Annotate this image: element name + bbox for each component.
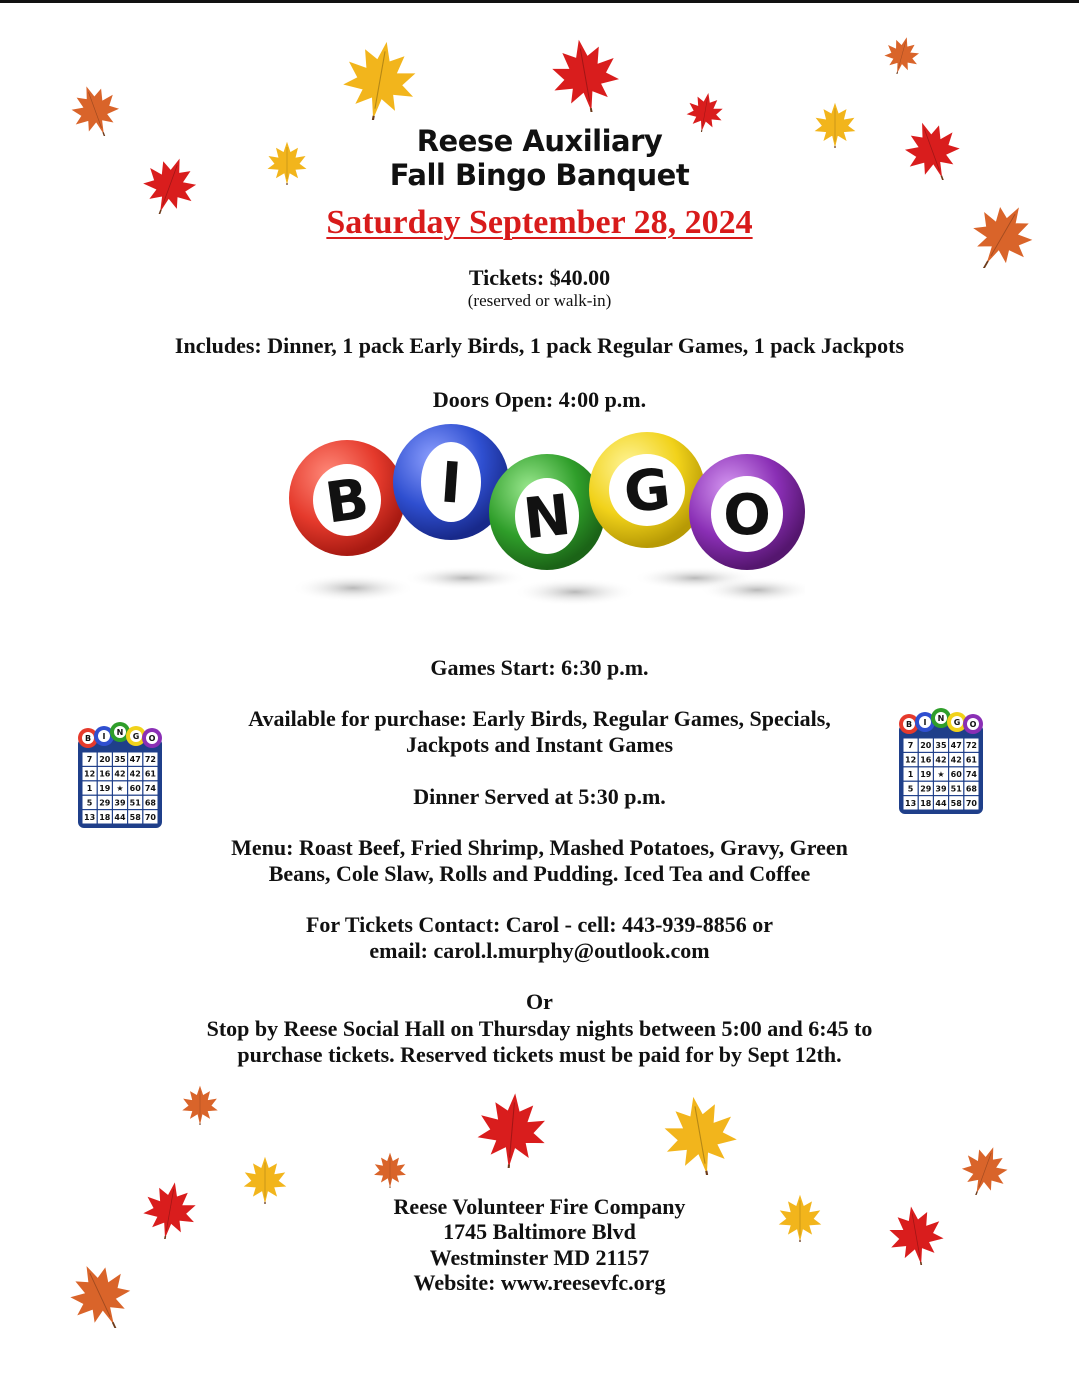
card-cell-number: ★ bbox=[116, 784, 124, 793]
card-cell-number: 58 bbox=[950, 798, 962, 808]
card-cell-number: 51 bbox=[129, 798, 141, 808]
card-cell-number: 5 bbox=[86, 798, 93, 808]
card-cell-number: 74 bbox=[965, 770, 977, 779]
card-cell-number: 18 bbox=[920, 798, 932, 808]
doors-open: Doors Open: 4:00 p.m. bbox=[432, 387, 647, 412]
card-cell-number: 18 bbox=[99, 812, 111, 822]
bingo-card-left bbox=[72, 712, 168, 832]
maple-leaf-icon bbox=[372, 1152, 408, 1188]
card-cell-number: 44 bbox=[935, 798, 947, 808]
bingo-card-right bbox=[893, 698, 989, 818]
card-cell-number: 35 bbox=[935, 741, 947, 751]
ticket-price: Tickets: $40.00 bbox=[468, 265, 611, 290]
card-cell-number: 70 bbox=[144, 812, 156, 822]
address-line-1: 1745 Baltimore Blvd bbox=[443, 1219, 636, 1244]
available-line-1: Available for purchase: Early Birds, Regular Games, Specials, bbox=[248, 706, 831, 731]
card-cell-number: 12 bbox=[84, 769, 96, 779]
stopby-line-2: purchase tickets. Reserved tickets must be paid for by Sept 12th. bbox=[237, 1042, 842, 1067]
maple-leaf-icon bbox=[340, 40, 420, 120]
card-cell-number: 61 bbox=[965, 755, 977, 765]
maple-leaf-icon bbox=[960, 1145, 1010, 1195]
ticket-note: (reserved or walk-in) bbox=[467, 291, 612, 310]
card-cell-number: 42 bbox=[129, 769, 141, 779]
card-cell-number: 72 bbox=[965, 741, 977, 751]
card-cell-number: 16 bbox=[99, 769, 111, 779]
card-cell-number: 13 bbox=[84, 812, 96, 822]
card-ball-letter: I bbox=[102, 732, 106, 741]
available-line-2: Jackpots and Instant Games bbox=[405, 732, 674, 757]
card-ball-letter: N bbox=[116, 728, 124, 737]
card-cell-number: 60 bbox=[950, 770, 962, 779]
maple-leaf-icon bbox=[180, 1085, 220, 1125]
card-ball-letter: O bbox=[148, 734, 156, 743]
card-cell-number: 12 bbox=[905, 755, 917, 765]
card-cell-number: ★ bbox=[937, 770, 945, 779]
maple-leaf-icon bbox=[548, 38, 622, 112]
menu-line-2: Beans, Cole Slaw, Rolls and Pudding. Iced Tea and Coffee bbox=[268, 861, 811, 886]
top-border bbox=[0, 0, 1079, 3]
card-cell-number: 1 bbox=[907, 770, 914, 779]
games-start: Games Start: 6:30 p.m. bbox=[430, 655, 649, 680]
card-cell-number: 7 bbox=[86, 755, 93, 765]
card-cell-number: 16 bbox=[920, 755, 932, 765]
maple-leaf-icon bbox=[660, 1095, 740, 1175]
org-name: Reese Volunteer Fire Company bbox=[393, 1194, 686, 1219]
bingo-card-svg bbox=[893, 698, 989, 818]
ball-shadow bbox=[291, 574, 415, 602]
title-line-2: Fall Bingo Banquet bbox=[389, 158, 690, 192]
card-ball-letter: N bbox=[937, 714, 945, 723]
card-cell-number: 58 bbox=[129, 812, 141, 822]
bingo-card-svg bbox=[72, 712, 168, 832]
card-cell-number: 61 bbox=[144, 769, 156, 779]
ball-shadow bbox=[403, 566, 527, 590]
dinner-served: Dinner Served at 5:30 p.m. bbox=[413, 784, 666, 809]
card-cell-number: 19 bbox=[99, 784, 111, 793]
card-cell-number: 42 bbox=[950, 755, 962, 765]
card-ball-letter: G bbox=[953, 718, 961, 727]
card-cell-number: 47 bbox=[950, 741, 962, 751]
card-cell-number: 29 bbox=[99, 798, 111, 808]
or-text: Or bbox=[526, 989, 553, 1014]
card-ball-letter: I bbox=[923, 718, 927, 727]
ball-letter: N bbox=[520, 482, 574, 553]
card-cell-number: 68 bbox=[144, 798, 156, 808]
card-cell-number: 74 bbox=[144, 784, 156, 793]
bingo-balls-svg bbox=[285, 420, 805, 610]
card-cell-number: 68 bbox=[965, 784, 977, 794]
card-cell-number: 29 bbox=[920, 784, 932, 794]
maple-leaf-icon bbox=[474, 1092, 550, 1168]
card-cell-number: 20 bbox=[99, 755, 111, 765]
card-cell-number: 7 bbox=[907, 741, 914, 751]
card-cell-number: 5 bbox=[907, 784, 914, 794]
card-cell-number: 60 bbox=[129, 784, 141, 793]
title-line-1: Reese Auxiliary bbox=[416, 124, 663, 158]
card-cell-number: 42 bbox=[935, 755, 947, 765]
card-cell-number: 20 bbox=[920, 741, 932, 751]
card-cell-number: 44 bbox=[114, 812, 126, 822]
card-ball-letter: B bbox=[905, 720, 913, 729]
card-cell-number: 51 bbox=[950, 784, 962, 794]
card-cell-number: 39 bbox=[935, 784, 947, 794]
address-line-2: Westminster MD 21157 bbox=[429, 1245, 650, 1270]
stopby-line-1: Stop by Reese Social Hall on Thursday nights between 5:00 and 6:45 to bbox=[206, 1016, 873, 1041]
card-ball-letter: G bbox=[132, 732, 140, 741]
event-date: Saturday September 28, 2024 bbox=[326, 204, 753, 241]
maple-leaf-icon bbox=[883, 36, 921, 74]
ball-letter: I bbox=[438, 450, 464, 517]
card-cell-number: 35 bbox=[114, 755, 126, 765]
ball-letter: O bbox=[723, 483, 771, 548]
card-ball-letter: O bbox=[969, 720, 977, 729]
card-cell-number: 19 bbox=[920, 770, 932, 779]
card-cell-number: 42 bbox=[114, 769, 126, 779]
card-cell-number: 39 bbox=[114, 798, 126, 808]
contact-line-1: For Tickets Contact: Carol - cell: 443-939-8856 or bbox=[305, 912, 773, 937]
card-cell-number: 72 bbox=[144, 755, 156, 765]
website: Website: www.reesevfc.org bbox=[413, 1270, 666, 1295]
ball-shadow bbox=[513, 578, 637, 606]
card-cell-number: 13 bbox=[905, 798, 917, 808]
ball-letter: B bbox=[321, 466, 373, 537]
card-cell-number: 1 bbox=[86, 784, 93, 793]
card-cell-number: 70 bbox=[965, 798, 977, 808]
bingo-balls-graphic bbox=[285, 420, 805, 610]
contact-line-2: email: carol.l.murphy@outlook.com bbox=[369, 938, 710, 963]
ball-letter: G bbox=[620, 456, 674, 527]
menu-line-1: Menu: Roast Beef, Fried Shrimp, Mashed Potatoes, Gravy, Green bbox=[231, 835, 848, 860]
card-cell-number: 47 bbox=[129, 755, 141, 765]
includes-text: Includes: Dinner, 1 pack Early Birds, 1 pack Regular Games, 1 pack Jackpots bbox=[174, 333, 905, 358]
card-ball-letter: B bbox=[84, 734, 92, 743]
